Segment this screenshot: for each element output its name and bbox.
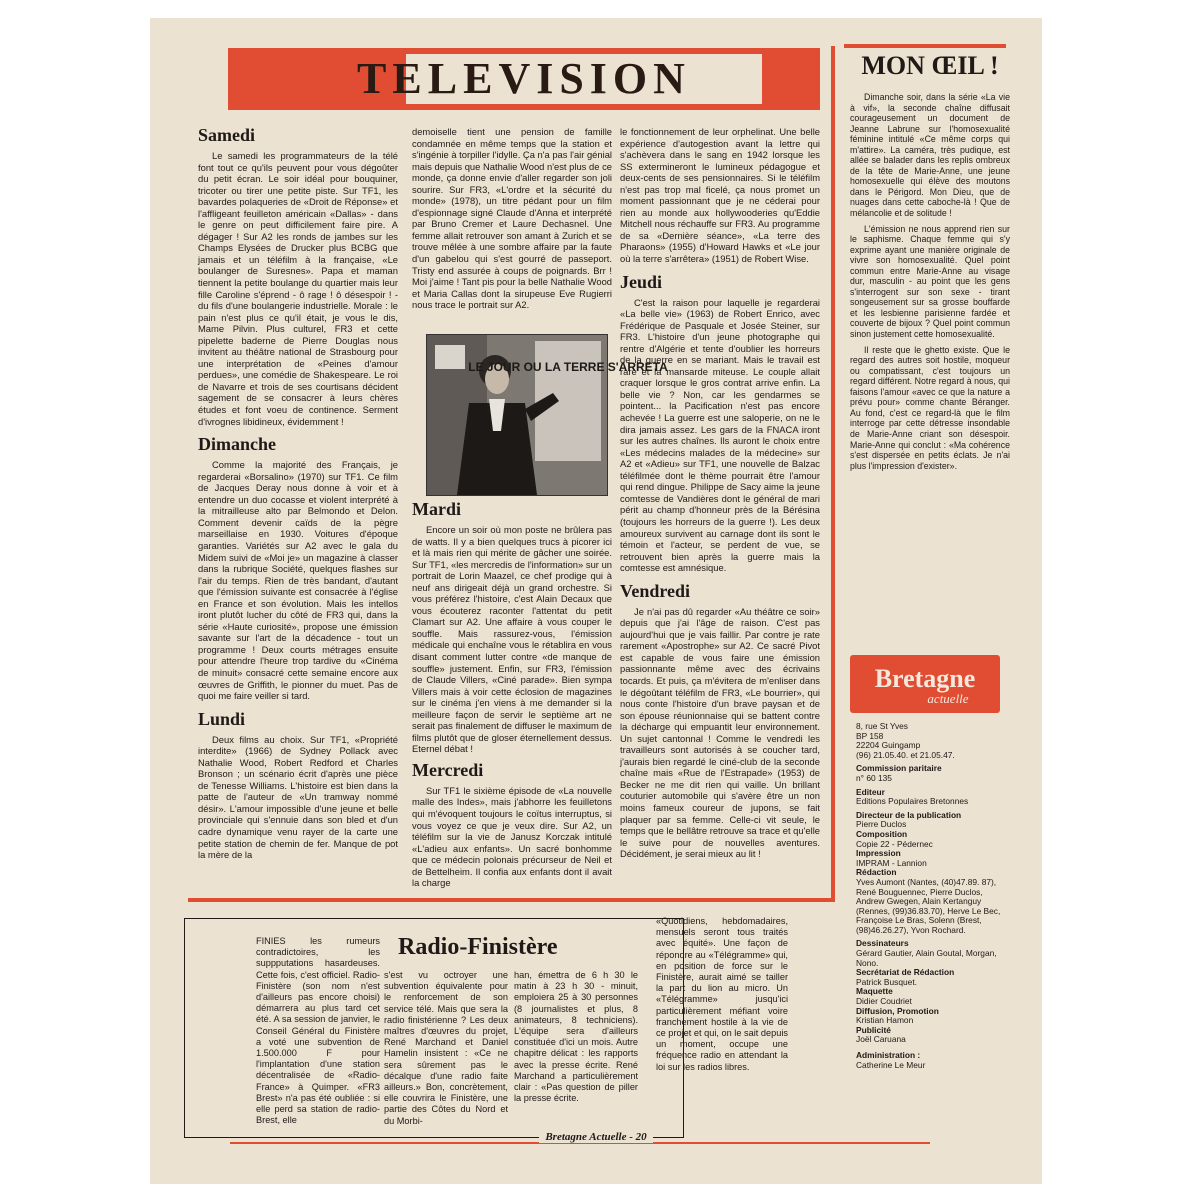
mon-oeil-column [850, 50, 1010, 471]
impression-label: Impression [856, 848, 901, 859]
lundi-text: Deux films au choix. Sur TF1, «Propriété interdite» (1966) de Sydney Pollack avec Nathalie Wood, Robert Redford et Charles Bronson ; un scénario écrit d'après une pièce de Tenesse Williams. L'histoire est bien dans la patte de l'auteur de «Un tramway nommé désir». L'amour impossible d'une jeune et belle provinciale qui s'ennuie dans son bled et d'un cadre dynamique venu rayer de la carte une petite station de chemin de fer. Manque de pot la mère de la [198, 733, 398, 861]
mon-oeil-text-3: Il reste que le ghetto existe. Que le regard des autres soit hostile, moqueur ou compatissant, c'est toujours un regard différent. Notre regard à nous, qui faisons l'amour «avec ce que la nature a prévu pour» comme chante Béranger. Au fond, c'est ce regard-là que le film interroge par cette détresse insondable de Marie-Anne criant son désespoir. Marie-Anne qui conclut : «Ma cohérence s'est dispersée en petits éclats. Je n'ai plus l'impression d'exister». [850, 344, 1010, 471]
bretagne-actuelle-logo [850, 655, 1000, 713]
mon-oeil-text-2: L'émission ne nous apprend rien sur le saphisme. Chaque femme qui s'y exprime ayant une manière originale de vivre son homosexualité. Quel point commun entre Marie-Anne au visage dur, masculin - au point que les gens s'interrogent sur son sexe - tirant songeusement sur sa grosse bouffarde et les lesbienne parisienne fardée et couverte de bijoux ? Quel point commun sinon justement cette homosexualité. [850, 223, 1010, 340]
secretariat-label: Secrétariat de Rédaction [856, 967, 955, 978]
radio-column-4 [656, 916, 788, 1073]
photo-caption: LE JOUR OU LA TERRE S'ARRETA [468, 360, 668, 374]
commission-label: Commission paritaire [856, 763, 942, 774]
impression-value: IMPRAM - Lannion [856, 857, 927, 868]
mon-oeil-text-1: Dimanche soir, dans la série «La vie à vif», la seconde chaîne diffusait courageusement un document de Jeanne Labrune sur l'homosexualité féminine intitulé «Ce même corps qui m'attire». La caméra, très pudique, est allée se balader dans les replis ombreux de la tête de Marie-Anne, une jeune homosexuelle qui élève des moutons dans le Périgord. Mon Dieu, que de nuages dans cette caboche-là ! Que de mélancolie et de solitude ! [850, 92, 1010, 219]
heading-lundi: Lundi [198, 708, 246, 729]
editeur-label: Editeur [856, 786, 885, 797]
tv-column-2-lower [412, 496, 612, 889]
tv-column-1 [198, 122, 398, 861]
film-photo-image [427, 335, 668, 495]
radio-text-1: FINIES les rumeurs contradictoires, les suppputations hasardeuses. Cette fois, c'est officiel. Radio-Finistère (son nom n'est d'ailleurs pas encore choisi) démarrera au plus tard cet été. A sa session de janvier, le Conseil Général du Finistère a voté une subvention de 1.500.000 F pour l'implantation d'une station décentralisée de «Radio-France» à Quimper. «FR3 Brest» n'a pas été oubliée : si elle perd sa station de radio-Brest, elle [256, 936, 380, 1126]
heading-mercredi: Mercredi [412, 759, 484, 780]
tv-column-3 [620, 126, 820, 860]
red-vertical-rule [831, 46, 835, 902]
column-2-continuation: demoiselle tient une pension de famille condamnée en même temps que la station et s'ingénie à torpiller l'idylle. Ça n'a pas l'air génial mais depuis que Nathalie Wood n'est plus de ce monde, ça donne envie d'aller regarder son joli sourire. Sur FR3, «L'ordre et la sécurité du monde» (1978), un titre pédant pour un film d'espionnage signé Claude d'Anna et interprété par Bruno Cremer et Laure Dechasnel. Une femme allait retrouver son amant à Zurich et se trouve mêlée à une sombre affaire par la faute d'un gabelou qui s'est gourré de passeport. Tristy end assurée à coups de poignards. Brr ! Moi j'aime ! Tant pis pour la belle Nathalie Wood et Maria Callas dont la sirupeuse Eve Rugierri nous trace le portrait sur A2. [412, 126, 612, 311]
radio-finistere-title: Radio-Finistère [398, 934, 558, 960]
dessinateurs-value: Gérard Gautier, Alain Goutal, Morgan, Nono. [856, 948, 997, 968]
radio-column-3 [514, 970, 638, 1104]
dessinateurs-label: Dessinateurs [856, 938, 909, 949]
mon-oeil-rule [844, 44, 1006, 48]
column-3-continuation: le fonctionnement de leur orphelinat. Une belle expérience d'autogestion avant la lettre qui s'achèvera dans le sang en 1942 lorsque les SS extermineront le lumineux pédagogue et deux-cents de ses pensionnaires. Si le téléfilm n'est pas trop mal ficelé, ça nous promet un moment passionnant que je ne céderai pour rien au monde aux hollywooderies qu'Eddie Mitchell nous réchauffe sur FR3. Au programme de sa «Dernière séance», «La terre des Pharaons» (1955) d'Howard Hawks et «Le jour où la terre s'arrêtera» (1951) de Robert Wise. [620, 126, 820, 265]
samedi-text: Le samedi les programmateurs de la télé font tout ce qu'ils peuvent pour vous dégoûter du petit écran. Le soir idéal pour bouquiner, tricoter ou tirer une petite piste. Sur TF1, les bavardes polaqueries de «Droit de Réponse» et l'affligeant feuilleton américain «Dallas» - dans le genre on peut difficilement faire pire. A dégager ! Sur A2 les ronds de jambes sur les Champs Elysées de Drucker plus BCBG que jamais et un téléfilm à la française, «Le boulanger de Suresnes». Papa et maman tiennent la petite boulange du quartier mais leur fille Caroline s'éprend - ô rage ! ô désespoir ! - du fils d'une boulangerie industrielle. Morale : le pain n'est plus ce qu'il était, je vous le dis, Mame Pilvin. Plus culturel, FR3 et cette pipelette baderne de Pierre Douglas nous invitent au théâtre national de Strasbourg pour une interprétation de «Peines d'amour perdues», une comédie de Shakespeare. Le roi de Navarre et trois de ses courtisans décident sagement de se consacrer à leurs chères études et font voeu de continence. Serment d'ivrognes libidineux, évidemment ! [198, 150, 398, 427]
composition-label: Composition [856, 828, 908, 839]
television-banner [228, 48, 820, 110]
publicite-value: Joël Caruana [856, 1034, 906, 1045]
logo-lettering [850, 655, 1000, 713]
heading-vendredi: Vendredi [620, 580, 691, 601]
radio-column-1 [256, 936, 380, 1126]
redaction-value: Yves Aumont (Nantes, (40)47.89. 87), René Bouguennec, Pierre Duclos, Andrew Gwegen, Alain Kertanguy (Rennes, (99)36.83.70), Herve Le Bec, Françoise Le Bras, Solenn (Brest, (98)46.26.27), Yvon Rochard. [856, 876, 1001, 935]
mercredi-text: Sur TF1 le sixième épisode de «La nouvelle malle des Indes», mais j'abhorre les feuilletons qui m'évoquent toujours le coïtus interruptus, si vous voyez ce que je veux dire. Sur A2, un téléfilm sur la vie de Janusz Korczak intitulé «L'adieu aux enfants». Un sacré bonhomme que ce médecin polonais précurseur de Neil et de Bettelheim. Il confia aux enfants dont il avait la charge [412, 784, 612, 889]
administration-label: Administration : [856, 1050, 921, 1060]
radio-column-2 [384, 970, 508, 1127]
diffusion-label: Diffusion, Promotion [856, 1005, 939, 1016]
radio-text-4: «Quotidiens, hebdomadaires, mensuels seront tous traités avec équité». Une façon de répondre au «Télégramme» qui, en position de force sur le Finistère, aurait aimé se tailler la part du lion au micro. Un «Télégramme» jusqu'ici particulièrement méfiant voire franchement hostile à la vie de ce projet et qui, on le sait depuis un moment, occupe une fréquence radio en attendant la loi sur les radios libres. [656, 916, 788, 1072]
svg-text:actuelle: actuelle [927, 691, 969, 706]
commission-value: n° 60 135 [856, 772, 892, 783]
heading-mardi: Mardi [412, 499, 461, 519]
radio-text-2: s'est vu octroyer une subvention équivalente pour le renforcement de son service télé. Mais que sera la radio finistérienne ? Les deux maîtres d'œuvres du projet, René Marchand et Daniel Hamelin insistent : «Ce ne sera sûrement pas le décalque d'une radio faite ailleurs.» Bon, concrètement, elle couvrira le Finistère, une partie des Côtes du Nord et du Morbi- [384, 970, 508, 1126]
footer-text [150, 1131, 1042, 1143]
editeur-value: Editions Populaires Bretonnes [856, 796, 969, 807]
mon-oeil-title: MON ŒIL ! [861, 51, 999, 80]
address-line: BP 158 [856, 730, 884, 741]
heading-samedi: Samedi [198, 125, 256, 145]
tv-column-2 [412, 126, 612, 311]
radio-text-3: han, émettra de 6 h 30 le matin à 23 h 30 - minuit, emploiera 25 à 30 personnes (8 journalistes et plus, 8 animateurs, 8 techniciens). L'équipe sera d'ailleurs constituée d'ici un mois. Autre chapitre délicat : les rapports avec la presse écrite. René Marchand a particulièrement clair : «Pas question de piller la presse écrite. [514, 970, 638, 1104]
publicite-label: Publicité [856, 1024, 891, 1035]
vendredi-text: Je n'ai pas dû regarder «Au théâtre ce soir» depuis que j'ai l'âge de raison. C'est pas aujourd'hui que je vais faillir. Par contre je rate rarement «Apostrophe» sur A2. Ce sacré Pivot est capable de vous faire une émission passionnante même avec des écrivains tocards. Et puis, ça m'évitera de m'enliser dans le dégoûtant téléfilm de FR3, «Le bourrier», qui nous conte l'histoire d'un brave paysan et de son épouse réunionnaise qui se battent contre la décharge qui empuantit leur environnement. Un sujet cantonnal ! Comme le vendredi les travailleurs sont autorisés à se coucher tard, j'aurais bien regardé le ciné-club de la seconde chaîne mais «Rue de l'Estrapade» (1953) de Becker ne me dit rien qui vaille. Un brillant couturier automobile qui s'avère être un non moins fameux coureur de jupons, se fait plaquer par sa femme. Celle-ci vit seule, le temps que le bellâtre retrouve sa trace et qu'elle le suive pour de nouvelles aventures. Décidément, je serai mieux au lit ! [620, 605, 820, 860]
heading-dimanche: Dimanche [198, 434, 276, 455]
secretariat-value: Patrick Busquet. [856, 976, 917, 987]
television-title: TELEVISION [357, 54, 691, 103]
maquette-label: Maquette [856, 986, 893, 997]
red-horizontal-rule [188, 898, 835, 902]
footer-label: Bretagne Actuelle - 20 [539, 1131, 652, 1143]
diffusion-value: Kristian Hamon [856, 1015, 914, 1026]
administration-value: Catherine Le Meur [856, 1059, 926, 1070]
dimanche-text: Comme la majorité des Français, je regarderai «Borsalino» (1970) sur TF1. Ce film de Jacques Deray nous donne à voir et à entendre un duo cocasse et violent interprété à la mitrailleuse alto par Belmondo et Delon. Comment devenir caïds de la pègre marseillaise en 1930. Voitures d'époque garanties. Variétés sur A2 avec le gala du Midem suivi de «Moi je» un magazine à classer dans la rubrique Société, quelques flashes sur l'air du temps. Rien de très bandant, d'autant que l'émission suivante est consacrée à l'église en France et son évolution. Mais les intellos iront plutôt lucher du côté de FR3 qui, dans la série «Haute curiosité», propose une émission savante sur l'art de la décadence - tout un programme ! Deux courts métrages ensuite pour attendre l'heure trop tardive du «Cinéma de minuit» consacré cette semaine encore aux œuvres de Griffith, le pionner du muet. Pas de quoi me faire veiller si tard. [198, 459, 398, 702]
maquette-value: Didier Coudriet [856, 996, 912, 1007]
jeudi-text: C'est la raison pour laquelle je regarderai «La belle vie» (1963) de Robert Enrico, avec Frédérique de Pasquale et Josée Steiner, sur FR3. L'histoire d'un jeune photographe qui rentre d'Algérie et tente d'oublier les horreurs de la guerre en se mariant. Mais le travail est rare et la mansarde miteuse. Le couple allait craquer lorsque le gros contrat arrive enfin. La belle vie ? Non, car les gendarmes se pointent... la Pacification n'est pas encore achevée ! La guerre est une saloperie, on ne le dira jamais assez. Les gars de la FNACA iront sur les autres chaînes. Ils auront le choix entre «Les médecins malades de la médecine» sur A2 et «Adieu» sur TF1, une nouvelle de Balzac téléfilmée dont le thème pourrait être l'amour qui rend dingue. Philippe de Sacy aime la jeune comtesse de Vandières dont le général de mari périt au champ d'honneur près de la Bérésina (toujours les horreurs de la guerre !). Les deux amoureux survivent au carnage dont ils sont le témoin et l'acteur, se perdent de vue, se retrouvent bien après la guerre mais la comtesse est amnésique. [620, 296, 820, 574]
redaction-label: Rédaction [856, 867, 897, 878]
address-line: 8, rue St Yves [856, 721, 908, 731]
address-line: (96) 21.05.40. et 21.05.47. [856, 749, 955, 760]
film-photo [426, 334, 668, 496]
composition-value: Copie 22 - Pédernec [856, 838, 933, 849]
address-line: 22204 Guingamp [856, 740, 921, 751]
directeur-label: Directeur de la publication [856, 809, 962, 820]
mardi-text: Encore un soir où mon poste ne brûlera pas de watts. Il y a bien quelques trucs à picorer ici et là mais rien qui mérite de gâcher une soirée. Sur TF1, «les mercredis de l'information» sur un portrait de Lorin Maazel, ce chef prodige qui à neuf ans dirigeait déjà un grand orchestre. Si vous préférez l'histoire, c'est Alain Decaux que vous écouterez raconter l'attentat du petit Clamart sur A2. Une affaire à vous couper le souffle. Mais rassurez-vous, l'émission médicale qui enchaîne vous le rétablira en vous disant comment lutter contre «de manque de souffle» justement. Enfin, sur FR3, l'émission de Claude Villers, «Ciné parade». Bien sympa Villers mais à voir cette éclosion de magazines sur le cinéma j'en viens à me demander si la meilleure façon de servir le septième art ne serait pas finalement de diffuser le maximum de films plutôt que de gloser éternellement dessus. Eternel débat ! [412, 524, 612, 755]
masthead-info [856, 722, 1006, 1070]
newspaper-page [150, 18, 1042, 1184]
heading-jeudi: Jeudi [620, 271, 663, 292]
directeur-value: Pierre Duclos [856, 819, 907, 830]
svg-text:Bretagne: Bretagne [874, 664, 976, 693]
